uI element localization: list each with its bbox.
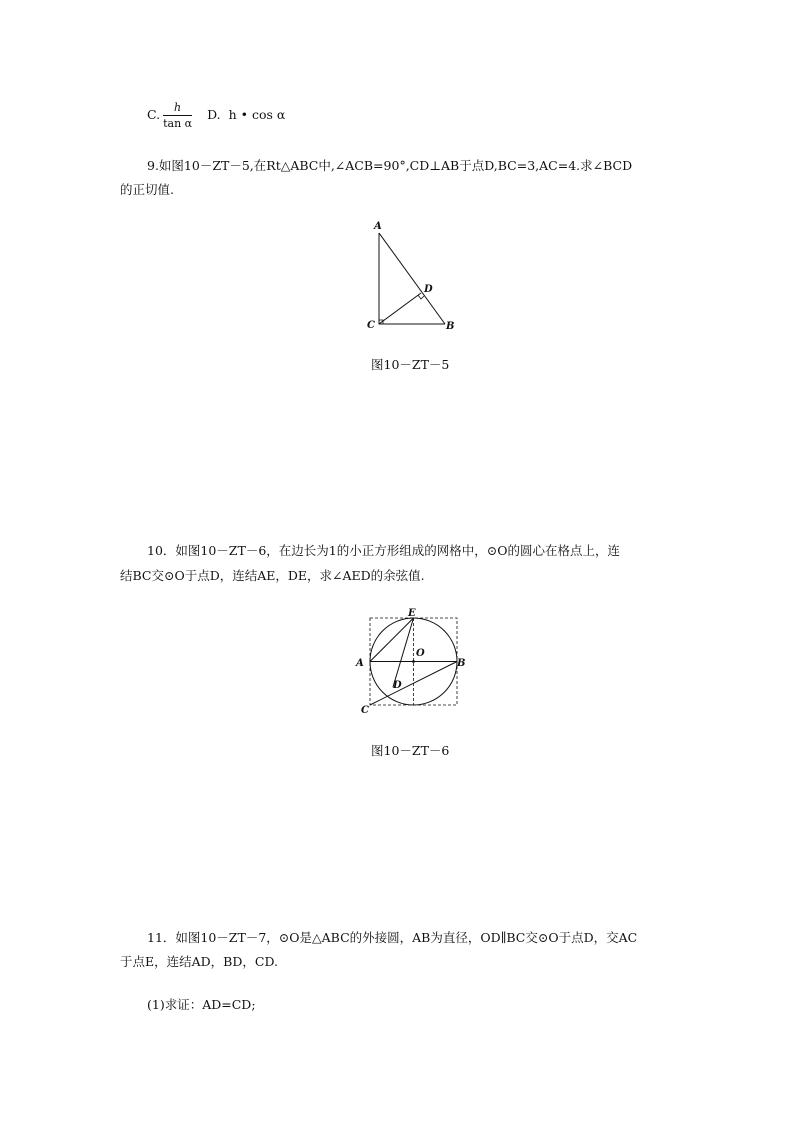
figure-10-zt-6: [352, 605, 472, 717]
label-b: B: [457, 658, 466, 669]
q10-text-line1: 10．如图10－ZT－6，在边长为1的小正方形组成的网格中，⊙O的圆心在格点上，连: [147, 543, 620, 558]
label-o: O: [416, 648, 425, 659]
label-b: B: [446, 321, 455, 332]
label-a: A: [374, 221, 382, 232]
q9-text-line2: 的正切值.: [120, 182, 174, 197]
segment-ab: [379, 233, 445, 324]
label-a: A: [356, 658, 364, 669]
segment-cd: [379, 293, 421, 324]
q11-part1: (1)求证：AD=CD;: [147, 997, 256, 1012]
option-c-denominator: tan α: [163, 117, 193, 130]
right-angle-mark-d: [418, 295, 424, 299]
label-d: D: [424, 284, 433, 295]
option-c-fraction: [163, 101, 192, 130]
label-e: E: [408, 608, 416, 619]
q9-text-line1: 9.如图10－ZT－5,在Rt△ABC中,∠ACB=90°,CD⊥AB于点D,BC=3,AC=4.求∠BCD: [147, 158, 633, 173]
figure-caption-10-zt-5: 图10－ZT－5: [371, 357, 450, 372]
option-c-label: C.: [147, 107, 161, 122]
q11-text-line2: 于点E，连结AD，BD，CD.: [120, 954, 278, 969]
q10-text-line2: 结BC交⊙O于点D，连结AE，DE，求∠AED的余弦值.: [120, 568, 425, 583]
figure-10-zt-5: [360, 215, 460, 335]
label-c: C: [361, 705, 369, 716]
center-point-o: [412, 660, 415, 663]
q11-text-line1: 11．如图10－ZT－7，⊙O是△ABC的外接圆，AB为直径，OD∥BC交⊙O于点D，交AC: [147, 930, 638, 945]
figure-caption-10-zt-6: 图10－ZT－6: [371, 743, 450, 758]
option-c-numerator: h: [174, 101, 182, 114]
option-d-expression: h • cos α: [228, 107, 286, 122]
q8-options: [147, 101, 285, 130]
label-c: C: [367, 320, 375, 331]
option-d-label: D.: [207, 107, 221, 122]
label-d: D: [393, 680, 402, 691]
